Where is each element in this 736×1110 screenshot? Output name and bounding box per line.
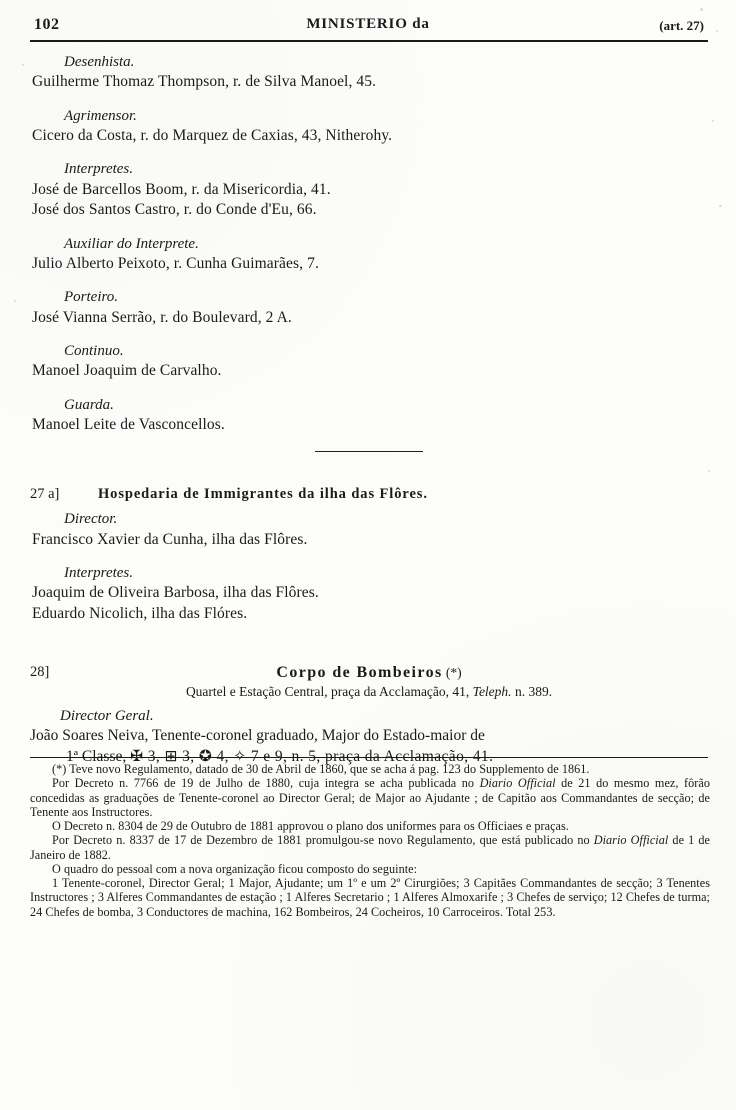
paper-speck <box>708 470 710 472</box>
entry-line: José Vianna Serrão, r. do Boulevard, 2 A. <box>32 308 292 326</box>
entry-line: Guilherme Thomaz Thompson, r. de Silva Manoel, 45. <box>32 73 377 91</box>
medal-list: ✠ 3, ⊞ 3, ✪ 4, ✧ 7 e 9, n. 5, praça da Acclamação, 41. <box>130 748 494 766</box>
entry-line: Cicero da Costa, r. do Marquez de Caxias, 43, Nitherohy. <box>32 126 393 144</box>
footnote-text-c: Por Decreto n. 8337 de 17 de Dezembro de 1881 promulgou-se novo Regulamento, que está publicado no <box>52 833 594 848</box>
article-title-row <box>30 664 708 682</box>
entry-line: Francisco Xavier da Cunha, ilha das Flôres. <box>32 530 308 548</box>
article-reference: (art. 27) <box>659 18 704 33</box>
entry-line: João Soares Neiva, Tenente-coronel graduado, Major do Estado-maior de <box>30 727 485 745</box>
article-number: 28] <box>30 664 50 681</box>
journal-name: Diario Official <box>479 776 556 791</box>
footnote-block <box>30 762 710 919</box>
entry-line: Eduardo Nicolich, ilha das Flóres. <box>32 604 248 622</box>
role-heading: Agrimensor. <box>64 107 137 124</box>
paper-speck <box>719 205 722 207</box>
paper-speck <box>22 64 24 66</box>
running-title: MINISTERIO da <box>306 16 430 32</box>
section-guarda <box>30 395 708 436</box>
footnote-paragraph: O Decreto n. 8304 de 29 de Outubro de 1881 approvou o plano dos uniformes para os Officiaes e praças. <box>52 819 569 834</box>
section-interpretes-flores <box>30 563 708 624</box>
class-prefix: 1ª Classe, <box>66 748 131 766</box>
role-heading: Continuo. <box>64 342 124 359</box>
paper-speck <box>716 30 718 32</box>
article-title: Corpo de Bombeiros <box>276 664 443 682</box>
page-header <box>30 16 706 40</box>
section-interpretes <box>30 159 708 220</box>
article-27a-heading <box>30 486 708 503</box>
article-number: 27 a] <box>30 486 60 503</box>
journal-name: Diario Official <box>593 833 669 848</box>
role-heading: Director Geral. <box>60 708 154 725</box>
footnote-paragraph <box>30 776 710 819</box>
footnote-text-d: de 1 de Janeiro de 1882. <box>30 833 710 862</box>
role-heading: Desenhista. <box>64 54 135 70</box>
entry-line: Manoel Joaquim de Carvalho. <box>32 362 222 380</box>
folio-number: 102 <box>34 16 60 33</box>
footnote-marker: (*) <box>445 665 462 681</box>
subtitle-part1: Quartel e Estação Central, praça da Acclamação, 41, <box>185 684 473 700</box>
paper-speck <box>14 300 16 302</box>
entry-line: José dos Santos Castro, r. do Conde d'Eu, 66. <box>32 201 317 219</box>
entry-line: José de Barcellos Boom, r. da Misericordia, 41. <box>32 180 331 198</box>
header-rule <box>30 40 708 42</box>
article-28-subtitle <box>30 684 708 700</box>
entry-line: Julio Alberto Peixoto, r. Cunha Guimarães, 7. <box>32 254 319 272</box>
role-heading: Guarda. <box>64 396 114 413</box>
section-continuo <box>30 341 708 382</box>
article-title: Hospedaria de Immigrantes da ilha das Flôres. <box>98 486 428 503</box>
footnote-rule <box>30 757 708 758</box>
footnote-paragraph: (*) Teve novo Regulamento, datado de 30 de Abril de 1860, que se acha á pag. 123 do Supplemento de 1861. <box>52 762 590 776</box>
footnote-paragraph: O quadro do pessoal com a nova organização ficou composto do seguinte: <box>52 861 418 876</box>
entry-line: Manoel Leite de Vasconcellos. <box>32 415 225 433</box>
article-28-heading <box>30 664 708 682</box>
role-heading: Porteiro. <box>64 289 119 306</box>
role-heading: Auxiliar do Interprete. <box>64 235 199 252</box>
footnote-text-a: Por Decreto n. 7766 de 19 de Julho de 1880, cuja integra se acha publicada no <box>52 776 480 791</box>
subtitle-italic: Teleph. <box>472 684 512 700</box>
section-agrimensor <box>30 106 708 147</box>
section-desenhista <box>30 52 708 93</box>
section-divider <box>315 451 423 452</box>
subtitle-part2: n. 389. <box>511 684 553 700</box>
paper-speck <box>700 8 703 11</box>
section-auxiliar-interprete <box>30 234 708 275</box>
section-director <box>30 509 708 550</box>
role-heading: Interpretes. <box>64 161 134 178</box>
paper-speck <box>712 120 714 122</box>
role-heading: Interpretes. <box>64 565 134 582</box>
footnote-paragraph: 1 Tenente-coronel, Director Geral; 1 Major, Ajudante; um 1º e um 2º Cirurgiões; 3 Capitães Commandantes de secção; 3 Tenentes Instructores ; 3 Alferes Commandantes de estação ; 1 Alferes Secretario ; 1 Alferes Almoxarife ; 3 Chefes de serviço; 12 Chefes de turma; 24 Chefes de bomba, 3 Conductores de machina, 162 Bombeiros, 24 Cocheiros, 10 Carroceiros. Total 253. <box>30 876 710 919</box>
entry-line: Joaquim de Oliveira Barbosa, ilha das Flôres. <box>32 584 319 602</box>
footnote-paragraph <box>30 833 710 862</box>
section-porteiro <box>30 287 708 328</box>
page-body <box>30 52 708 768</box>
footnote-text-b: de 21 do mesmo mez, fôrão concedidas as graduações de Tenente-coronel ao Director Geral; de Major ao Ajudante ; de Capitão aos Commandantes de secção; de Tenente aos Instructores. <box>30 776 710 819</box>
role-heading: Director. <box>64 511 118 528</box>
